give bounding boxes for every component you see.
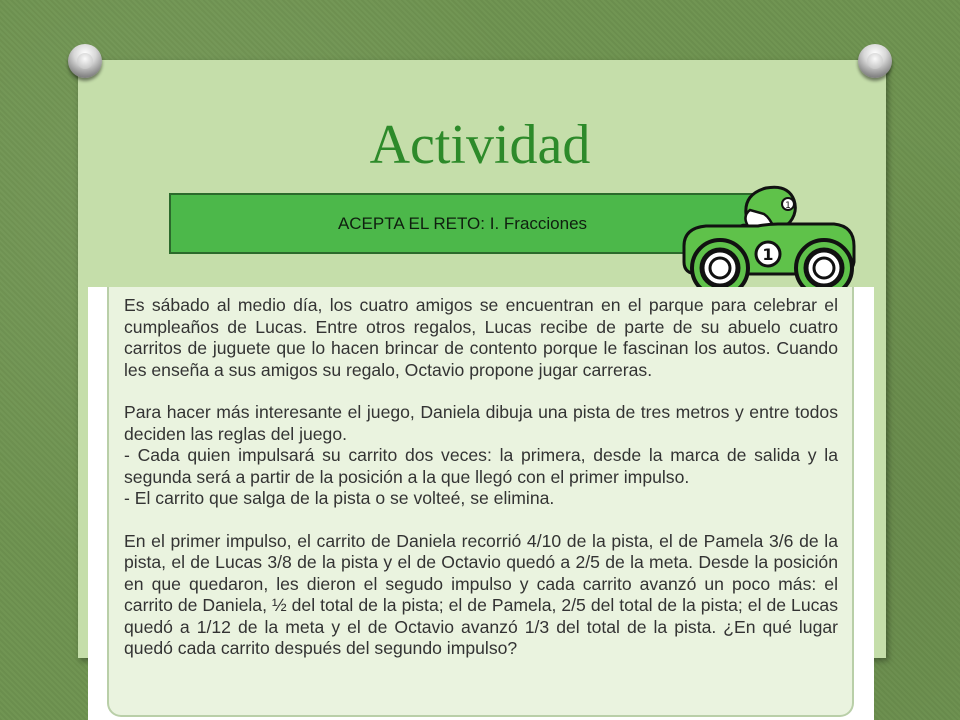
- paragraph-intro: Es sábado al medio día, los cuatro amigos se encuentran en el parque para celebrar el cumpleaños de Lucas. Entre otros regalos, Lucas recibe de parte de su abuelo cuatro carritos de juguete que lo hacen brincar de contento porque le fascinan los autos. Cuando les enseña a sus amigos su regalo, Octavio propone jugar carreras.: [124, 295, 838, 380]
- rule-item: - El carrito que salga de la pista o se volteé, se elimina.: [124, 488, 555, 508]
- car-number: 1: [762, 245, 774, 264]
- challenge-banner: [169, 193, 756, 254]
- challenge-label: ACEPTA EL RETO: I. Fracciones: [337, 213, 588, 233]
- rule-item: - Cada quien impulsará su carrito dos veces: la primera, desde la marca de salida y la segunda será a partir de la posición a la que llegó con el primer impulso.: [124, 445, 838, 487]
- svg-text:1: 1: [785, 201, 791, 211]
- paragraph-problem: En el primer impulso, el carrito de Daniela recorrió 4/10 de la pista, el de Pamela 3/6 de la pista, el de Lucas 3/8 de la pista y el de Octavio quedó a 2/5 de la meta. Desde la posición en que quedaron, les dieron el segudo impulso y cada carrito avanzó un poco más: el carrito de Daniela, ½ del total de la pista; el de Pamela, 2/5 del total de la pista; el de Lucas quedó a 1/12 de la meta y el de Octavio avanzó 1/3 del total de la pista. ¿En qué lugar quedó cada carrito después del segundo impulso?: [124, 530, 838, 658]
- race-car-icon: [676, 176, 858, 300]
- problem-text-card: [107, 287, 854, 717]
- slide-title: Actividad: [369, 114, 591, 176]
- paragraph-rules-intro: Para hacer más interesante el juego, Daniela dibuja una pista de tres metros y entre todos deciden las reglas del juego.: [124, 402, 838, 444]
